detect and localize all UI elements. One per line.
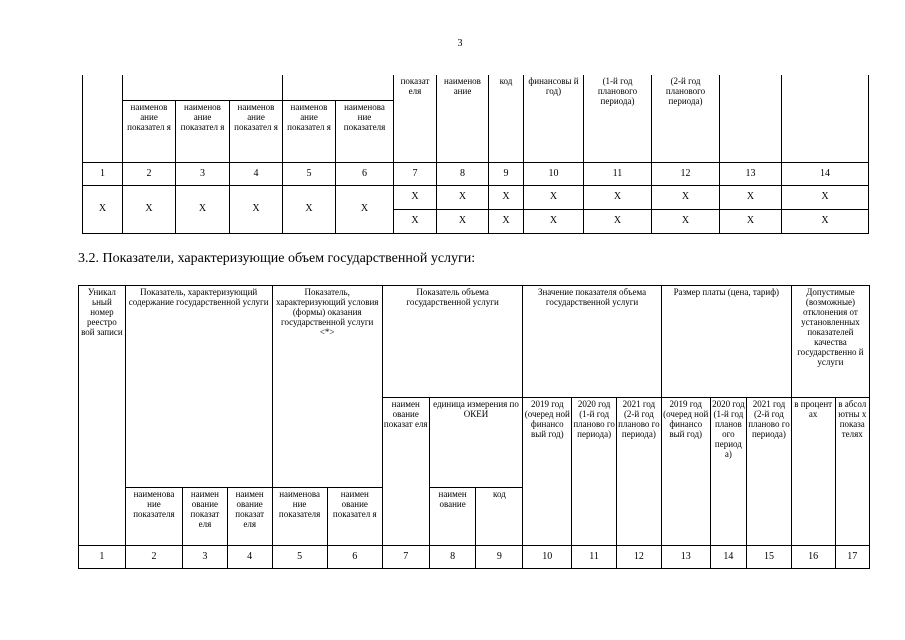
t1-x-cell: X [652,185,720,209]
t2-value-2019: 2019 год (очеред ной финансо вый год) [523,398,572,546]
t2-col-number: 3 [183,546,228,569]
t1-header-indicator: показат еля [394,75,437,162]
t2-fee-2020: 2020 год (1-й год планов ого период а) [710,398,746,546]
t2-condition-name: наимен ование показател я [327,488,382,546]
t2-col-number: 1 [79,546,126,569]
t2-unique-number-header: Уникал ьный номер реестро вой записи [79,286,126,546]
t2-unit-name: наимен ование [429,488,476,546]
t2-content-name: наимен ование показат еля [183,488,228,546]
t2-col-number: 6 [327,546,382,569]
t1-x-cell: X [720,185,782,209]
t1-col-number: 12 [652,162,720,185]
t1-x-cell: X [336,185,394,233]
t1-x-cell: X [283,185,336,233]
t2-volume-unit [429,398,523,488]
t2-col-number: 12 [616,546,661,569]
t1-x-cell: X [489,209,524,233]
t2-col-number: 8 [429,546,476,569]
t1-cell-empty [83,75,123,162]
t1-header-empty-13 [720,75,782,162]
t1-header-plan-2: (2-й год планового периода) [652,75,720,162]
t1-x-cell: X [584,185,652,209]
t2-unit-code: код [476,488,523,546]
t2-col-number: 15 [747,546,792,569]
t2-content-name: наименова ние показателя [125,488,182,546]
t1-col-number: 10 [524,162,584,185]
t2-col-number: 17 [835,546,869,569]
t1-x-cell: X [782,185,869,209]
t2-value-2021: 2021 год (2-й год планово го периода) [616,398,661,546]
t2-col-number: 13 [661,546,710,569]
t1-col-number: 8 [437,162,489,185]
t2-col-number: 9 [476,546,523,569]
t1-x-cell: X [394,209,437,233]
t1-x-cell: X [652,209,720,233]
t2-condition-name: наименова ние показателя [272,488,327,546]
t1-header-code: код [489,75,524,162]
t1-header-fin-year: финансовы й год) [524,75,584,162]
t1-header-name: наименов ание [437,75,489,162]
t1-x-cell: X [782,209,869,233]
t1-x-cell: X [489,185,524,209]
t1-x-cell: X [437,209,489,233]
t2-col-number: 10 [523,546,572,569]
t2-value-2020: 2020 год (1-й год планово го периода) [572,398,617,546]
t1-name-cell: наименов ание показател я [230,100,283,162]
t2-fee-2021: 2021 год (2-й год планово го периода) [747,398,792,546]
page-number: 3 [457,38,463,49]
t1-x-cell: X [123,185,176,233]
t1-x-cell: X [176,185,230,233]
t2-deviation-header: Допустимые (возможные) отклонения от установленных показателей качества государственно й услуги [791,286,869,398]
t1-col-number: 1 [83,162,123,185]
t1-col-number: 5 [283,162,336,185]
t1-col-number: 2 [123,162,176,185]
t1-col-number: 9 [489,162,524,185]
t1-name-cell: наименова ние показателя [336,100,394,162]
t1-col-number: 3 [176,162,230,185]
t2-col-number: 7 [382,546,429,569]
t2-col-number: 14 [710,546,746,569]
t1-col-number: 6 [336,162,394,185]
t1-x-cell: X [584,209,652,233]
t1-name-cell: наименов ание показател я [123,100,176,162]
t2-content-header: Показатель, характеризующий содержание государственной услуги [125,286,272,488]
t1-col-number: 7 [394,162,437,185]
t2-col-number: 11 [572,546,617,569]
t1-x-cell: X [394,185,437,209]
t2-deviation-abs: в абсол ютны х показа телях [835,398,869,546]
t1-x-cell: X [230,185,283,233]
t1-name-cell: наименов ание показател я [283,100,336,162]
t1-conditions-group [283,75,394,100]
t2-col-number: 16 [791,546,835,569]
t1-name-cell: наименов ание показател я [176,100,230,162]
t2-fee-2019: 2019 год (очеред ной финансо вый год) [661,398,710,546]
t2-conditions-header: Показатель, характеризующий условия (формы) оказания государственной услуги <*> [272,286,382,488]
t1-col-number: 14 [782,162,869,185]
t1-header-empty-14 [782,75,869,162]
t1-col-number: 11 [584,162,652,185]
t1-x-cell: X [524,209,584,233]
t2-col-number: 5 [272,546,327,569]
t1-x-cell: X [524,185,584,209]
t1-col-number: 13 [720,162,782,185]
t1-col-number: 4 [230,162,283,185]
volume-indicators-table [78,285,870,569]
t1-content-group [123,75,283,100]
t1-x-cell: X [720,209,782,233]
section-heading: 3.2. Показатели, характеризующие объем государственной услуги: [78,251,476,266]
t2-col-number: 4 [227,546,272,569]
t2-volume-header: Показатель объема государственной услуги [382,286,523,398]
t2-volume-unit-label: единица измерения по ОКЕИ [433,399,519,419]
t2-deviation-percent: в процент ах [791,398,835,546]
t2-fee-header: Размер платы (цена, тариф) [661,286,791,398]
t1-x-cell: X [83,185,123,233]
t2-col-number: 2 [125,546,182,569]
t2-volume-name: наимен ование показат еля [382,398,429,546]
t2-content-name: наимен ование показат еля [227,488,272,546]
t1-x-cell: X [437,185,489,209]
t1-header-plan-1: (1-й год планового периода) [584,75,652,162]
quality-indicators-table [82,75,869,234]
t2-volume-value-header: Значение показателя объема государственной услуги [523,286,661,398]
